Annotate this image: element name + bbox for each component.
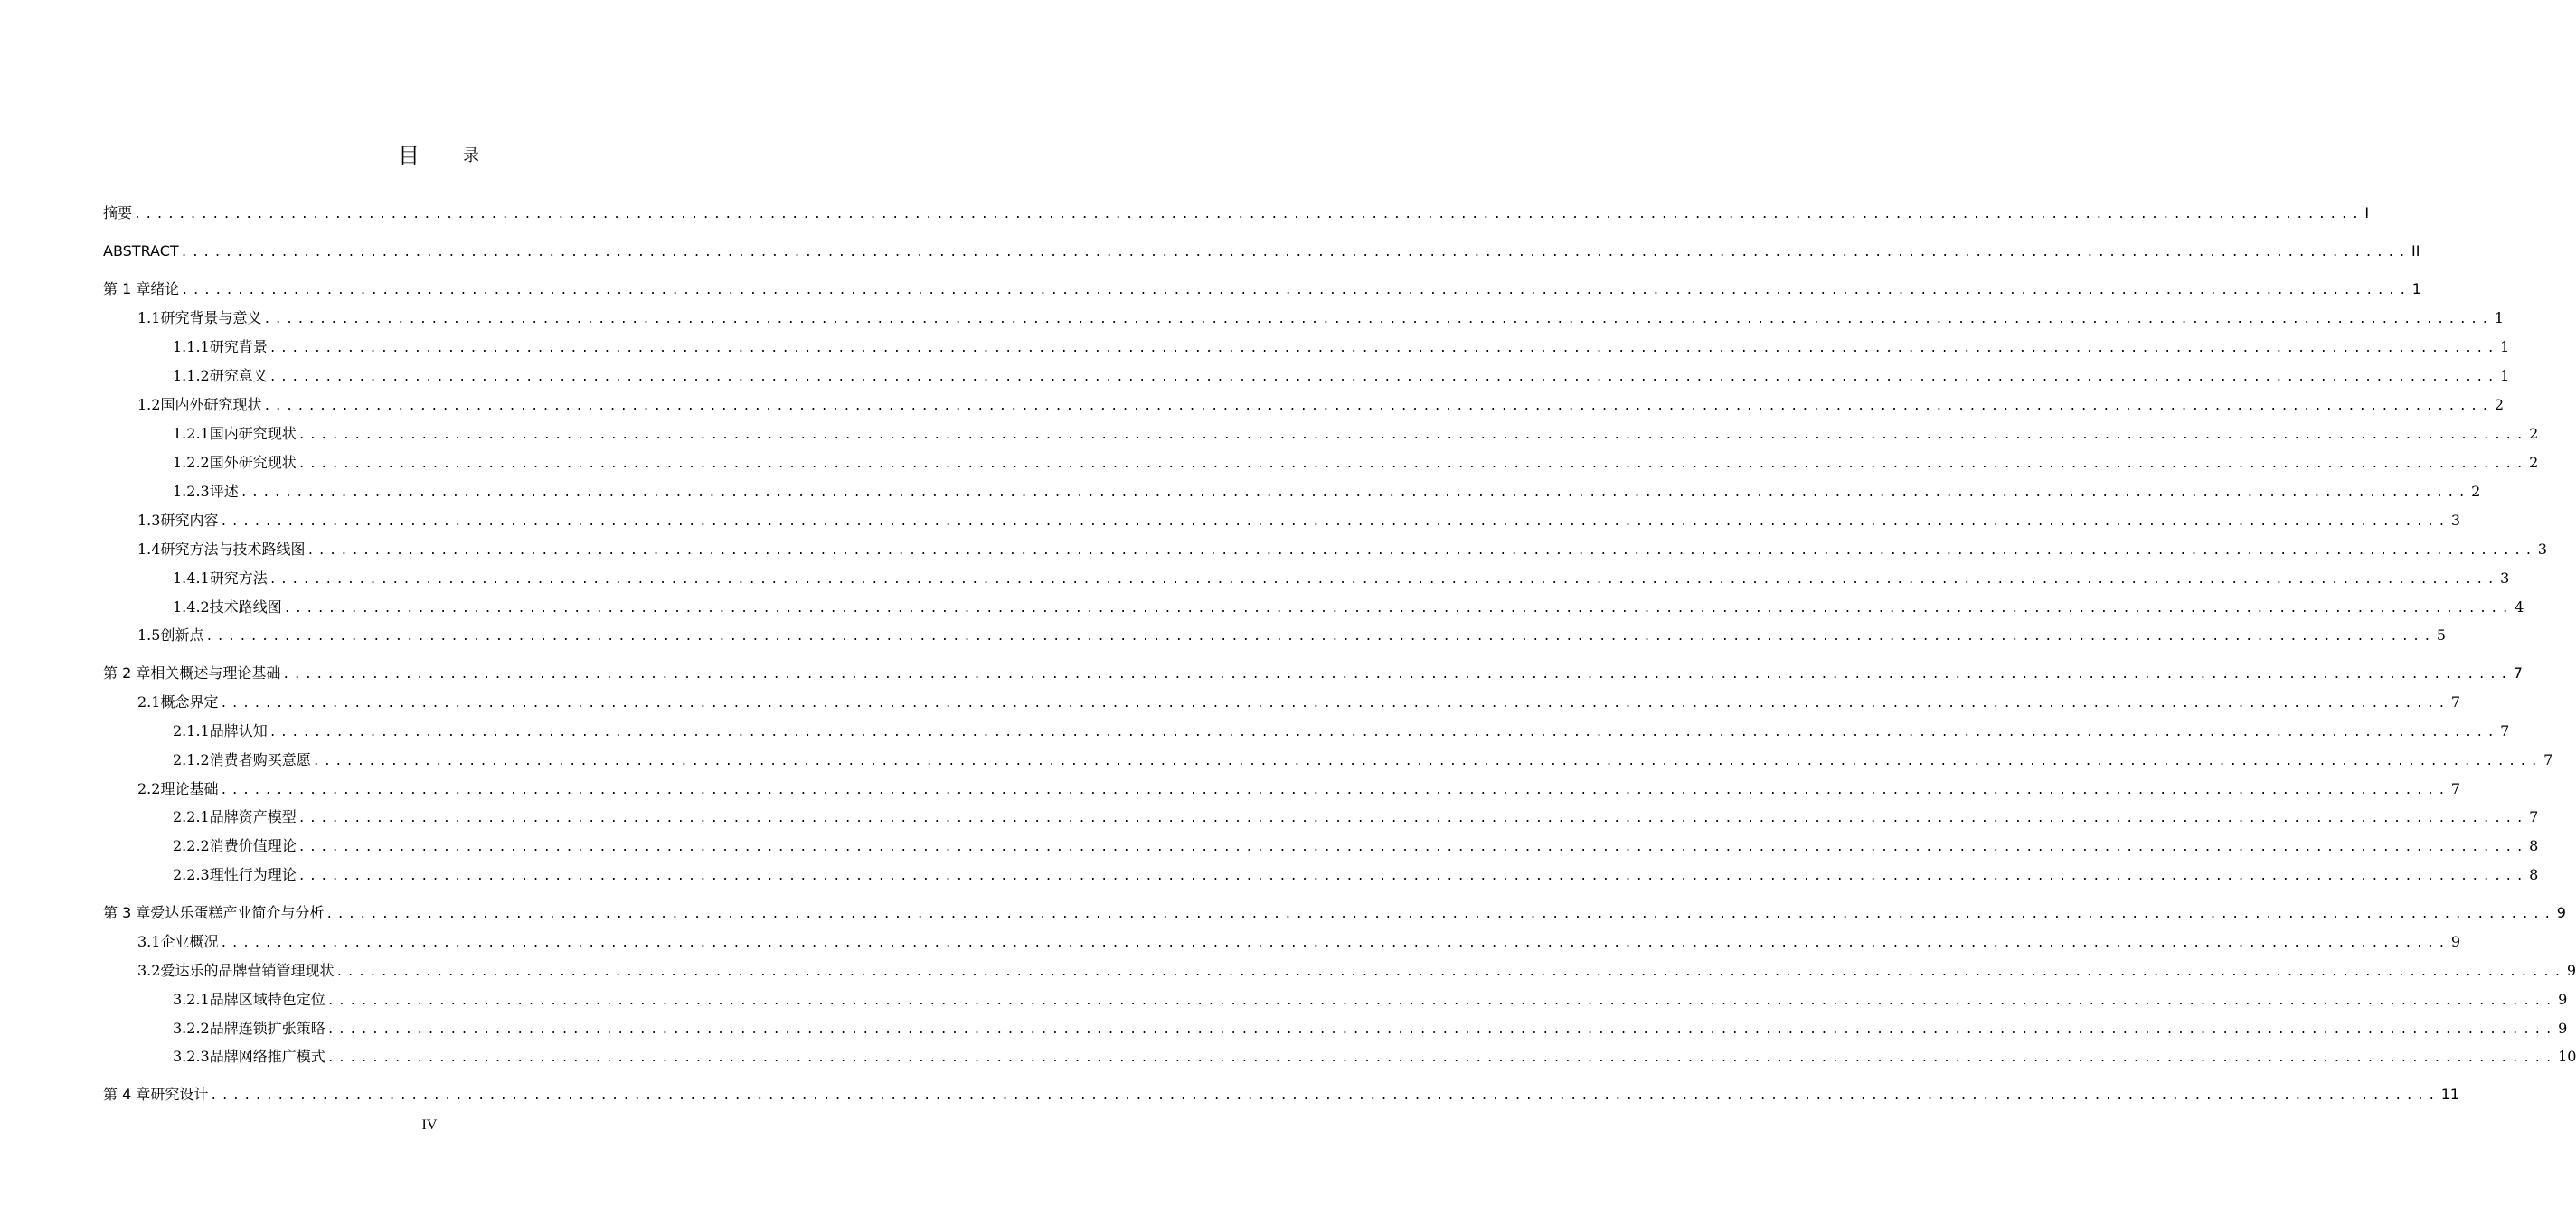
toc-entry[interactable] (173, 336, 2510, 358)
toc-entry-page: 2 (2494, 396, 2504, 413)
toc-entry-label: 相关概述与理论基础 (150, 664, 281, 682)
toc-entry[interactable] (173, 1046, 2576, 1068)
toc-entry-number: 1.1 (137, 309, 161, 326)
toc-entry-label: 国外研究现状 (209, 454, 297, 471)
toc-entry[interactable] (137, 539, 2547, 560)
toc-entry-number: 1.1.2 (173, 367, 210, 384)
toc-entry-label: 爱达乐蛋糕产业简介与分析 (150, 904, 325, 921)
toc-entry-leader-dots: ........................................................................................................................................................................................................ (297, 429, 2528, 442)
toc-entry-page: 3 (2450, 512, 2460, 529)
toc-entry[interactable] (103, 240, 2420, 262)
toc-entry-leader-dots: ........................................................................................................................................................................................................ (269, 371, 2499, 384)
toc-entry-label: 研究设计 (150, 1086, 209, 1103)
toc-entry-leader-dots: ........................................................................................................................................................................................................ (210, 1089, 2439, 1103)
toc-entry-number: 3.2.1 (173, 991, 210, 1008)
toc-entry-label: 研究方法与技术路线图 (160, 541, 306, 558)
toc-entry-page: 2 (2529, 454, 2539, 471)
toc-entry[interactable] (173, 568, 2510, 589)
toc-entry-label: ABSTRACT (103, 242, 179, 259)
toc-entry-number: 第 4 章 (103, 1086, 151, 1103)
toc-entry-label: 技术路线图 (209, 598, 282, 616)
toc-entry-label: 国内研究现状 (209, 425, 297, 442)
page-number: IV (421, 1117, 438, 1133)
toc-entry-leader-dots: ........................................................................................................................................................................................................ (326, 994, 2557, 1008)
toc-entry[interactable] (137, 931, 2460, 953)
toc-entry-number: 3.1 (137, 933, 161, 950)
toc-entry-leader-dots: ........................................................................................................................................................................................................ (326, 1023, 2557, 1037)
toc-entry-page: 1 (2500, 367, 2510, 384)
toc-entry-leader-dots: ........................................................................................................................................................................................................ (297, 870, 2528, 883)
toc-entry-leader-dots: ........................................................................................................................................................................................................ (297, 812, 2528, 825)
toc-entry-number: 1.2 (137, 396, 161, 413)
toc-entry-leader-dots: ........................................................................................................................................................................................................ (283, 602, 2514, 616)
toc-entry-number: 1.1.1 (173, 338, 210, 355)
toc-entry-page: 5 (2436, 626, 2446, 644)
toc-entry-label: 理性行为理论 (209, 866, 297, 883)
toc-entry-number: 第 2 章 (103, 664, 151, 682)
toc-title (0, 137, 859, 170)
toc-entry[interactable] (103, 278, 2421, 300)
toc-entry[interactable] (173, 597, 2524, 618)
toc-entry-label: 品牌区域特色定位 (209, 991, 326, 1008)
toc-entry-leader-dots: ........................................................................................................................................................................................................ (220, 937, 2449, 950)
toc-entry-leader-dots: ........................................................................................................................................................................................................ (220, 515, 2449, 529)
toc-entry-number: 第 3 章 (103, 904, 151, 921)
toc-entry-leader-dots: ........................................................................................................................................................................................................ (269, 573, 2499, 587)
toc-entry-label: 评述 (209, 483, 239, 500)
toc-entry-leader-dots: ........................................................................................................................................................................................................ (240, 486, 2470, 500)
toc-entry-page: 8 (2529, 837, 2539, 854)
toc-entry-leader-dots: ........................................................................................................................................................................................................ (282, 668, 2512, 682)
toc-entry[interactable] (103, 902, 2566, 924)
toc-entry-leader-dots: ........................................................................................................................................................................................................ (335, 965, 2565, 979)
toc-entry-page: 9 (2556, 904, 2566, 921)
toc-entry-label: 要 (118, 204, 133, 221)
toc-entry-label: 研究意义 (209, 367, 268, 384)
toc-entry-number: 1.4.1 (173, 570, 210, 587)
toc-entry-leader-dots: ........................................................................................................................................................................................................ (180, 246, 2410, 259)
toc-entry[interactable] (173, 835, 2539, 857)
toc-entry-leader-dots: ........................................................................................................................................................................................................ (326, 1051, 2557, 1065)
toc-entry[interactable] (173, 806, 2539, 828)
toc-entry-page: 10 (2558, 1048, 2576, 1065)
toc-entry-label: 消费价值理论 (209, 837, 297, 854)
toc-entry-number: 3.2 (137, 962, 161, 979)
toc-entry[interactable] (137, 394, 2504, 416)
toc-entry[interactable] (173, 989, 2568, 1011)
toc-entry-label: 品牌资产模型 (209, 808, 297, 825)
toc-entry-leader-dots: ........................................................................................................................................................................................................ (181, 284, 2411, 297)
toc-entry-label: 绪论 (150, 280, 180, 297)
toc-entry-leader-dots: ........................................................................................................................................................................................................ (134, 208, 2364, 221)
toc-entry[interactable] (173, 749, 2553, 771)
toc-entry-label: 企业概况 (160, 933, 219, 950)
toc-entry-leader-dots: ........................................................................................................................................................................................................ (297, 841, 2528, 854)
toc-entry-page: 2 (2529, 425, 2539, 442)
toc-title-char-2: 录 (463, 146, 479, 165)
toc-entry[interactable] (137, 778, 2460, 800)
toc-entry-label: 理论基础 (160, 780, 219, 797)
toc-entry-leader-dots: ........................................................................................................................................................................................................ (307, 544, 2536, 558)
toc-entry[interactable] (173, 452, 2539, 474)
toc-title-char-1: 目 (398, 143, 420, 168)
toc-entry-page: 9 (2450, 933, 2460, 950)
toc-entry[interactable] (137, 625, 2446, 646)
toc-entry-number: 3.2.3 (173, 1048, 210, 1065)
toc-entry-number: 1.5 (137, 626, 161, 644)
toc-entry[interactable] (173, 721, 2510, 742)
toc-entry-page: 8 (2529, 866, 2539, 883)
toc-entry-label: 品牌网络推广模式 (209, 1048, 326, 1065)
toc-entry-leader-dots: ........................................................................................................................................................................................................ (269, 726, 2499, 739)
toc-entry[interactable] (103, 1084, 2460, 1106)
toc-entry-number: 1.2.2 (173, 454, 210, 471)
toc-entry-label: 品牌连锁扩张策略 (209, 1020, 326, 1037)
toc-entry-leader-dots: ........................................................................................................................................................................................................ (312, 755, 2543, 768)
toc-entry-label: 国内外研究现状 (160, 396, 262, 413)
toc-entry-number: 2.1 (137, 693, 161, 711)
toc-entry[interactable] (173, 864, 2539, 886)
toc-entry-number: 摘 (103, 204, 118, 221)
toc-entry[interactable] (173, 481, 2481, 503)
toc-entry-leader-dots: ........................................................................................................................................................................................................ (326, 908, 2555, 921)
toc-entry-page: 4 (2515, 598, 2524, 616)
toc-entry[interactable] (173, 1018, 2568, 1040)
toc-entry-page: 7 (2500, 722, 2510, 739)
toc-entry-page: 7 (2543, 751, 2553, 768)
toc-entry-label: 创新点 (160, 626, 204, 644)
toc-entry-page: 7 (2513, 664, 2523, 682)
toc-entry-number: 2.1.1 (173, 722, 210, 739)
toc-entry-label: 研究内容 (160, 512, 219, 529)
toc-entry-number: 1.4 (137, 541, 161, 558)
toc-entry-page: 1 (2411, 280, 2421, 297)
toc-entry-number: 2.2.2 (173, 837, 210, 854)
toc-entry-page: 9 (2566, 962, 2576, 979)
toc-entry-page: 2 (2471, 483, 2481, 500)
toc-entry-page: II (2411, 242, 2420, 259)
toc-entry-number: 2.1.2 (173, 751, 210, 768)
toc-entry-page: 11 (2440, 1086, 2460, 1103)
toc-entry[interactable] (103, 202, 2370, 224)
toc-entry-page: 7 (2450, 693, 2460, 711)
toc-entry-leader-dots: ........................................................................................................................................................................................................ (220, 697, 2449, 711)
toc-entry-page: 1 (2494, 309, 2504, 326)
toc-entry-label: 研究背景与意义 (160, 309, 262, 326)
toc-entry-number: 1.2.1 (173, 425, 210, 442)
toc-entry-number: 3.2.2 (173, 1020, 210, 1037)
toc-entry-page: 9 (2558, 1020, 2568, 1037)
toc-entry-leader-dots: ........................................................................................................................................................................................................ (263, 313, 2493, 326)
toc-entry-label: 研究方法 (209, 570, 268, 587)
toc-entry-number: 第 1 章 (103, 280, 151, 297)
toc-entry-page: 1 (2500, 338, 2510, 355)
toc-entry-leader-dots: ........................................................................................................................................................................................................ (297, 457, 2528, 471)
toc-entry-page: 9 (2558, 991, 2568, 1008)
toc-entry-leader-dots: ........................................................................................................................................................................................................ (269, 342, 2499, 355)
toc-entry-label: 品牌认知 (209, 722, 268, 739)
toc-entry[interactable] (137, 692, 2460, 713)
toc-entry-number: 2.2.1 (173, 808, 210, 825)
toc-entry-label: 研究背景 (209, 338, 268, 355)
toc-entry-leader-dots: ........................................................................................................................................................................................................ (220, 784, 2449, 797)
toc-entry[interactable] (103, 663, 2523, 684)
toc-entry-number: 1.2.3 (173, 483, 210, 500)
toc-entry-leader-dots: ........................................................................................................................................................................................................ (263, 400, 2493, 413)
toc-entry[interactable] (137, 307, 2504, 329)
toc-entry[interactable] (137, 960, 2576, 982)
toc-entry-label: 概念界定 (160, 693, 219, 711)
toc-entry-page: 7 (2529, 808, 2539, 825)
toc-entry[interactable] (137, 510, 2460, 532)
toc-entry-page: 3 (2500, 570, 2510, 587)
toc-entry[interactable] (173, 423, 2539, 445)
toc-entry-number: 2.2 (137, 780, 161, 797)
toc-entry-page: I (2364, 204, 2370, 221)
toc-entry-page: 7 (2450, 780, 2460, 797)
toc-entry-number: 1.4.2 (173, 598, 210, 616)
toc-entry-leader-dots: ........................................................................................................................................................................................................ (205, 630, 2435, 644)
toc-entry-number: 1.3 (137, 512, 161, 529)
toc-entry-label: 爱达乐的品牌营销管理现状 (160, 962, 335, 979)
toc-entry[interactable] (173, 365, 2510, 387)
toc-entry-label: 消费者购买意愿 (209, 751, 311, 768)
toc-entry-number: 2.2.3 (173, 866, 210, 883)
toc-entry-page: 3 (2537, 541, 2547, 558)
